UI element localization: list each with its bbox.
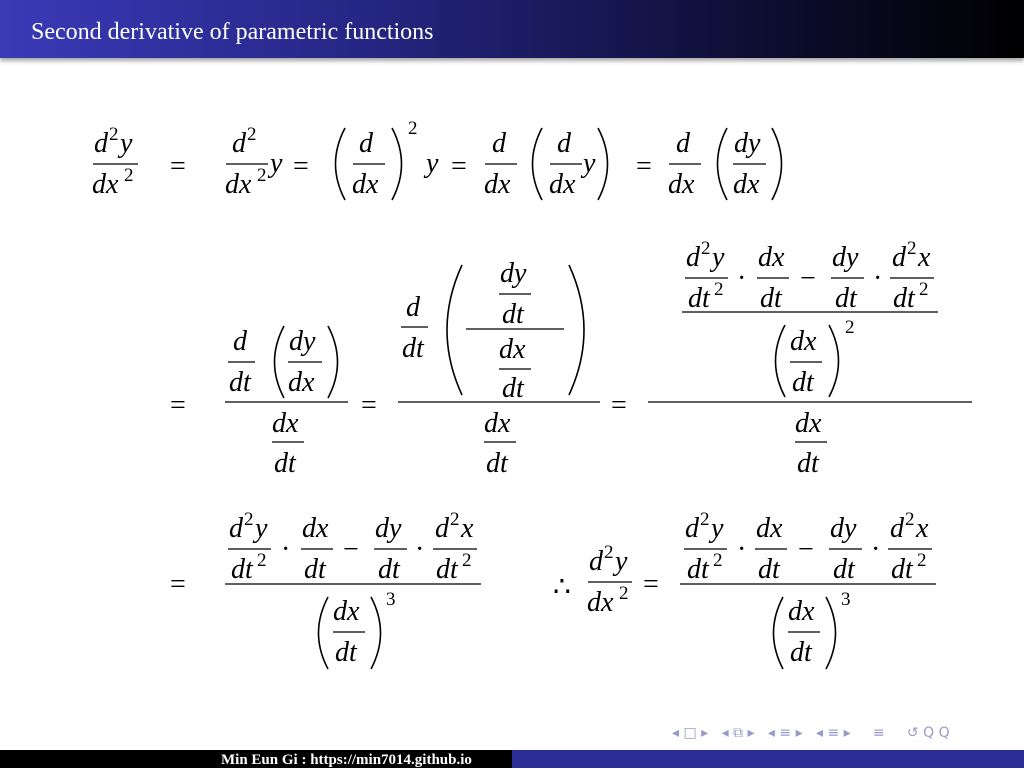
sym: dt [891, 554, 913, 585]
beamer-navigation [672, 725, 950, 743]
step-1-4 [668, 128, 782, 200]
nav-menu-icon[interactable]: ≡ [872, 725, 885, 741]
sym: x [461, 513, 474, 544]
sym: d [492, 128, 506, 159]
sym: y [711, 513, 724, 544]
sym: d [685, 513, 699, 544]
nav-next-doc-icon[interactable]: ▸ [843, 725, 851, 741]
sym: = [643, 569, 659, 600]
nav-prev-subsection-icon[interactable]: ◂ [721, 725, 729, 741]
sym: 2 [462, 550, 472, 571]
sym: = [636, 151, 652, 182]
sym: dx [668, 169, 695, 200]
sym: x [918, 242, 931, 273]
sym: · [737, 534, 747, 565]
sym: dx [288, 367, 315, 398]
sym: 2 [907, 238, 917, 259]
sym: d [229, 513, 243, 544]
footer-author: Min Eun Gi [221, 752, 298, 768]
sym: · [415, 534, 425, 565]
sym: 2 [109, 124, 119, 145]
footer-separator: : [301, 752, 307, 768]
sym: y [712, 242, 725, 273]
sym: dx [795, 408, 822, 439]
sym: d [676, 128, 690, 159]
step-2-1 [225, 326, 348, 479]
sym: dx [484, 408, 511, 439]
sym: dt [274, 448, 296, 479]
sym: y [270, 148, 283, 179]
sym: d [233, 326, 247, 357]
slide-title: Second derivative of parametric functions [31, 19, 434, 45]
sym: = [170, 569, 186, 600]
sym: dx [272, 408, 299, 439]
sym: dx [756, 513, 783, 544]
sym: dt [486, 448, 508, 479]
step-1-2 [336, 118, 440, 200]
sym: d [406, 292, 420, 323]
sym: dt [231, 554, 253, 585]
footer-url[interactable]: https://min7014.github.io [310, 752, 472, 768]
sym: − [343, 534, 359, 565]
step-3-1 [225, 509, 481, 669]
sym: dx [352, 169, 379, 200]
sym: 2 [713, 550, 723, 571]
nav-next-frame-icon[interactable]: ▸ [701, 725, 709, 741]
sym: dt [378, 554, 400, 585]
sym: dt [436, 554, 458, 585]
sym: d [686, 242, 700, 273]
sym: dx [302, 513, 329, 544]
footer-text [221, 752, 472, 769]
step-2-2 [398, 258, 600, 479]
sym: 2 [257, 165, 267, 186]
sym: dx [92, 169, 119, 200]
sym: 2 [257, 550, 267, 571]
row-3 [170, 509, 936, 669]
step-1-1 [225, 124, 283, 200]
sym: y [120, 128, 133, 159]
sym: 2 [905, 509, 915, 530]
sym: dt [502, 373, 524, 404]
sym: dt [688, 283, 710, 314]
sym: dt [835, 283, 857, 314]
sym: 3 [841, 589, 851, 610]
sym: dt [402, 333, 424, 364]
sym: y [583, 148, 596, 179]
sym: 2 [247, 124, 257, 145]
sym: dx [333, 596, 360, 627]
footer-right [512, 750, 1024, 768]
sym: dt [687, 554, 709, 585]
sym: = [451, 151, 467, 182]
sym: d [94, 128, 108, 159]
sym: dt [229, 367, 251, 398]
sym: 2 [845, 317, 855, 338]
step-2-3 [648, 238, 972, 479]
sym: 2 [124, 165, 134, 186]
sym: = [170, 151, 186, 182]
sym: dy [289, 326, 316, 357]
sym: 2 [700, 509, 710, 530]
sym: 2 [919, 279, 929, 300]
sym: y [255, 513, 268, 544]
sym: · [737, 263, 747, 294]
nav-prev-doc-icon[interactable]: ◂ [815, 725, 823, 741]
sym: dt [792, 367, 814, 398]
sym: dt [760, 283, 782, 314]
row-1 [92, 118, 782, 200]
sym: dt [797, 448, 819, 479]
conclusion [553, 509, 936, 669]
sym: dt [335, 637, 357, 668]
sym: d [557, 128, 571, 159]
sym: dt [833, 554, 855, 585]
nav-subsection-icon[interactable]: ⧉ [733, 725, 744, 741]
sym: dy [830, 513, 857, 544]
sym: d [892, 242, 906, 273]
sym: − [800, 263, 816, 294]
sym: dy [500, 258, 527, 289]
sym: · [871, 534, 881, 565]
sym: 2 [701, 238, 711, 259]
sym: = [361, 390, 377, 421]
sym: y [426, 148, 439, 179]
sym: dx [484, 169, 511, 200]
row-2 [170, 238, 972, 479]
sym: dt [304, 554, 326, 585]
sym: dt [758, 554, 780, 585]
sym: dx [788, 596, 815, 627]
nav-prev-section-icon[interactable]: ◂ [767, 725, 775, 741]
sym: dy [832, 242, 859, 273]
sym: − [798, 534, 814, 565]
sym: = [170, 390, 186, 421]
sym: 3 [386, 589, 396, 610]
lhs-fraction [92, 124, 138, 200]
sym: 2 [714, 279, 724, 300]
sym: 2 [619, 583, 629, 604]
sym: dx [587, 587, 614, 618]
sym: d [359, 128, 373, 159]
sym: 2 [917, 550, 927, 571]
sym: 2 [604, 542, 614, 563]
sym: d [589, 546, 603, 577]
sym: · [281, 534, 291, 565]
sym: = [293, 151, 309, 182]
nav-section-icon[interactable]: ≡ [779, 725, 792, 741]
sym: dx [733, 169, 760, 200]
sym: dx [225, 169, 252, 200]
sym: dx [499, 334, 526, 365]
sym: x [916, 513, 929, 544]
nav-prev-frame-icon[interactable]: ◂ [672, 725, 680, 741]
sym: d [890, 513, 904, 544]
nav-search-icon[interactable]: Q [938, 725, 950, 741]
step-1-3 [484, 128, 608, 200]
therefore-symbol: ∴ [553, 572, 571, 603]
sym: y [615, 546, 628, 577]
nav-next-section-icon[interactable]: ▸ [795, 725, 803, 741]
sym: d [232, 128, 246, 159]
sym: = [611, 390, 627, 421]
sym: 2 [408, 118, 418, 139]
sym: dt [502, 299, 524, 330]
sym: dt [790, 637, 812, 668]
sym: dx [758, 242, 785, 273]
nav-frame-icon[interactable]: □ [683, 725, 697, 741]
nav-doc-icon[interactable]: ≡ [827, 725, 840, 741]
sym: · [873, 263, 883, 294]
nav-search-icon[interactable]: Q [923, 725, 935, 741]
sym: dy [375, 513, 402, 544]
sym: d [435, 513, 449, 544]
nav-back-icon[interactable]: ↺ [906, 725, 919, 741]
sym: 2 [244, 509, 254, 530]
sym: dt [893, 283, 915, 314]
nav-next-subsection-icon[interactable]: ▸ [747, 725, 755, 741]
sym: dx [549, 169, 576, 200]
sym: 2 [450, 509, 460, 530]
sym: dx [790, 326, 817, 357]
sym: dy [734, 128, 761, 159]
